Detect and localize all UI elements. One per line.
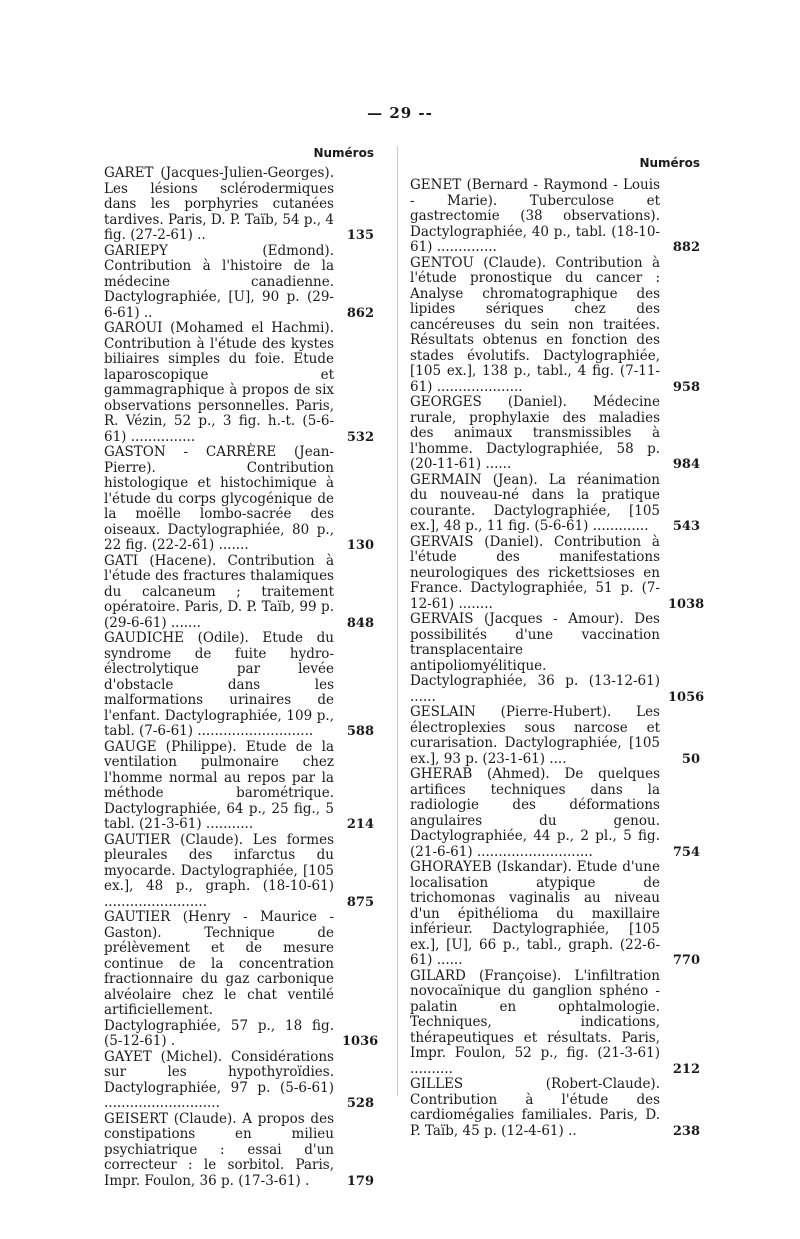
entry-number: 882 <box>672 240 700 255</box>
bibliography-entry <box>104 166 374 244</box>
entry-text: GHORAYEB (Iskandar). Etude d'une localisation atypique de trichomonas vaginalis au niveau d'un épithélioma du maxillaire inférieur. Dactylographiée, [105 ex.], [U], 66 p., tabl., graph. (22-6-61) ...... <box>410 859 660 968</box>
entry-text: GERVAIS (Daniel). Contribution à l'étude des manifestations neurologiques des rickettsioses en France. Dactylographiée, 51 p. (7-12-61) ........ <box>410 533 660 612</box>
right-entries <box>410 177 705 1139</box>
bibliography-entry <box>104 631 374 740</box>
entry-text: GEORGES (Daniel). Médecine rurale, prophylaxie des maladies des animaux transmissibles à l'homme. Dactylographiée, 58 p. (20-11-61) ...... <box>410 394 660 472</box>
bibliography-entry <box>410 395 700 473</box>
column-header: Numéros <box>639 156 700 170</box>
right-column <box>410 146 705 1139</box>
entry-number: 958 <box>672 379 700 395</box>
entry-number: 238 <box>672 1123 700 1139</box>
entry-number: 532 <box>346 429 374 445</box>
column-header: Numéros <box>313 146 374 160</box>
bibliography-entry <box>410 767 700 860</box>
bibliography-entry <box>410 705 700 767</box>
entry-number: 754 <box>672 844 700 860</box>
entry-text: GENTOU (Claude). Contribution à l'étude pronostique du cancer : Analyse chromatographique des lipides sériques chez des cancéreuses du sein non traitées. Résultats obtenus en fonction des stades évolutifs. Dactylographiée, [105 ex.], 138 p., tabl., 4 fig. (7-11-61) .................... <box>410 254 660 395</box>
entry-number: 214 <box>346 817 374 832</box>
entry-number: 848 <box>346 615 374 631</box>
bibliography-entry <box>104 321 374 445</box>
entry-number: 1056 <box>668 689 705 705</box>
entry-text: GENET (Bernard - Raymond - Louis - Marie). Tuberculose et gastrectomie (38 observations). Dactylographiée, 40 p., tabl. (18-10-61) .............. <box>410 177 660 255</box>
entry-number: 875 <box>346 894 374 910</box>
bibliography-entry <box>410 860 700 969</box>
entry-number: 528 <box>346 1096 374 1111</box>
entry-text: GILARD (Françoise). L'infiltration novocaïnique du ganglion sphéno - palatin en ophtalmologie. Techniques, indications, thérapeutiques et résultats. Paris, Impr. Foulon, 52 p., fig. (21-3-61) .......... <box>410 967 660 1077</box>
entry-text: GERMAIN (Jean). La réanimation du nouveau-né dans la pratique courante. Dactylographiée, [105 ex.], 48 p., 11 fig. (5-6-61) ............. <box>410 471 660 534</box>
bibliography-entry <box>410 1077 700 1139</box>
entry-text: GILLES (Robert-Claude). Contribution à l'étude des cardiomégalies familiales. Paris, D. P. Taïb, 45 p. (12-4-61) .. <box>410 1076 660 1139</box>
entry-text: GHERAB (Ahmed). De quelques artifices techniques dans la radiologie des déformations angulaires du genou. Dactylographiée, 44 p., 2 pl., 5 fig. (21-6-61) ........................... <box>410 766 660 860</box>
entry-number: 135 <box>346 228 374 243</box>
entry-number: 588 <box>346 724 374 739</box>
entry-number: 1036 <box>342 1034 379 1049</box>
entry-number: 1038 <box>668 596 705 612</box>
entry-text: GASTON - CARRÈRE (Jean-Pierre). Contribution histologique et histochimique à l'étude du corps glycogénique de la moëlle lombo-sacrée des oiseaux. Dactylographiée, 80 p., 22 fig. (22-2-61) ....... <box>104 444 334 553</box>
bibliography-entry <box>410 178 700 256</box>
entry-text: GAYET (Michel). Considérations sur les hypothyroïdies. Dactylographiée, 97 p. (5-6-61) ........................... <box>104 1048 334 1111</box>
entry-text: GAROUI (Mohamed el Hachmi). Contribution à l'étude des kystes biliaires simples du foie. Etude laparoscopique et gammagraphique à propos de six observations personnelles. Paris, R. Vézin, 52 p., 3 fig. h.-t. (5-6-61) ............... <box>104 320 334 445</box>
bibliography-entry <box>410 533 705 613</box>
bibliography-entry <box>410 473 700 535</box>
bibliography-entry <box>410 256 700 396</box>
entry-number: 862 <box>346 305 374 321</box>
entry-text: GERVAIS (Jacques - Amour). Des possibilités d'une vaccination transplacentaire antipoliomyélitique. Dactylographiée, 36 p. (13-12-61) ...... <box>410 611 660 705</box>
entry-number: 984 <box>672 457 700 472</box>
entry-text: GAUDICHE (Odile). Etude du syndrome de fuite hydro-électrolytique par levée d'obstacle dans les malformations urinaires de l'enfant. Dactylographiée, 109 p., tabl. (7-6-61) ........................... <box>104 630 334 739</box>
entry-text: GESLAIN (Pierre-Hubert). Les électroplexies sous narcose et curarisation. Dactylographiée, [105 ex.], 93 p. (23-1-61) .... <box>410 704 660 767</box>
entry-number: 179 <box>346 1173 374 1189</box>
bibliography-entry <box>104 740 374 833</box>
entry-number: 50 <box>681 751 700 767</box>
entry-text: GAUTIER (Henry - Maurice - Gaston). Technique de prélèvement et de mesure continue de la concentration fractionnaire du gaz carbonique alvéolaire chez le chat ventilé artificiellement. Dactylographiée, 57 p., 18 fig. (5-12-61) . <box>104 909 334 1049</box>
bibliography-entry <box>104 554 374 632</box>
entry-number: 130 <box>346 538 374 553</box>
entry-number: 212 <box>672 1061 700 1077</box>
page-number: — 29 -- <box>367 104 433 122</box>
entry-text: GATI (Hacene). Contribution à l'étude des fractures thalamiques du calcaneum ; traitement opératoire. Paris, D. P. Taïb, 99 p. (29-6-61) ....... <box>104 552 334 631</box>
entry-text: GAUTIER (Claude). Les formes pleurales des infarctus du myocarde. Dactylographiée, [105 ex.], 48 p., graph. (18-10-61) ........................ <box>104 831 334 910</box>
bibliography-entry <box>104 445 374 554</box>
left-column <box>104 146 379 1189</box>
bibliography-entry <box>410 969 700 1078</box>
column-divider <box>397 146 398 1096</box>
entry-text: GARET (Jacques-Julien-Georges). Les lésions sclérodermiques dans les porphyries cutanées tardives. Paris, D. P. Taïb, 54 p., 4 fig. (27-2-61) .. <box>104 165 334 243</box>
bibliography-entry <box>104 1112 374 1190</box>
entry-text: GARIEPY (Edmond). Contribution à l'histoire de la médecine canadienne. Dactylographiée, [U], 90 p. (29-6-61) .. <box>104 242 334 321</box>
left-entries <box>104 165 379 1189</box>
entry-number: 770 <box>672 953 700 968</box>
entry-text: GAUGE (Philippe). Etude de la ventilation pulmonaire chez l'homme normal au repos par la méthode barométrique. Dactylographiée, 64 p., 25 fig., 5 tabl. (21-3-61) ........... <box>104 738 334 832</box>
bibliography-entry <box>104 244 374 322</box>
bibliography-entry <box>104 909 379 1050</box>
entry-text: GEISERT (Claude). A propos des constipations en milieu psychiatrique : essai d'un correcteur : le sorbitol. Paris, Impr. Foulon, 36 p. (17-3-61) . <box>104 1110 334 1189</box>
bibliography-entry <box>104 1050 374 1112</box>
bibliography-entry <box>104 833 374 911</box>
entry-number: 543 <box>672 519 700 534</box>
bibliography-entry <box>410 611 705 705</box>
